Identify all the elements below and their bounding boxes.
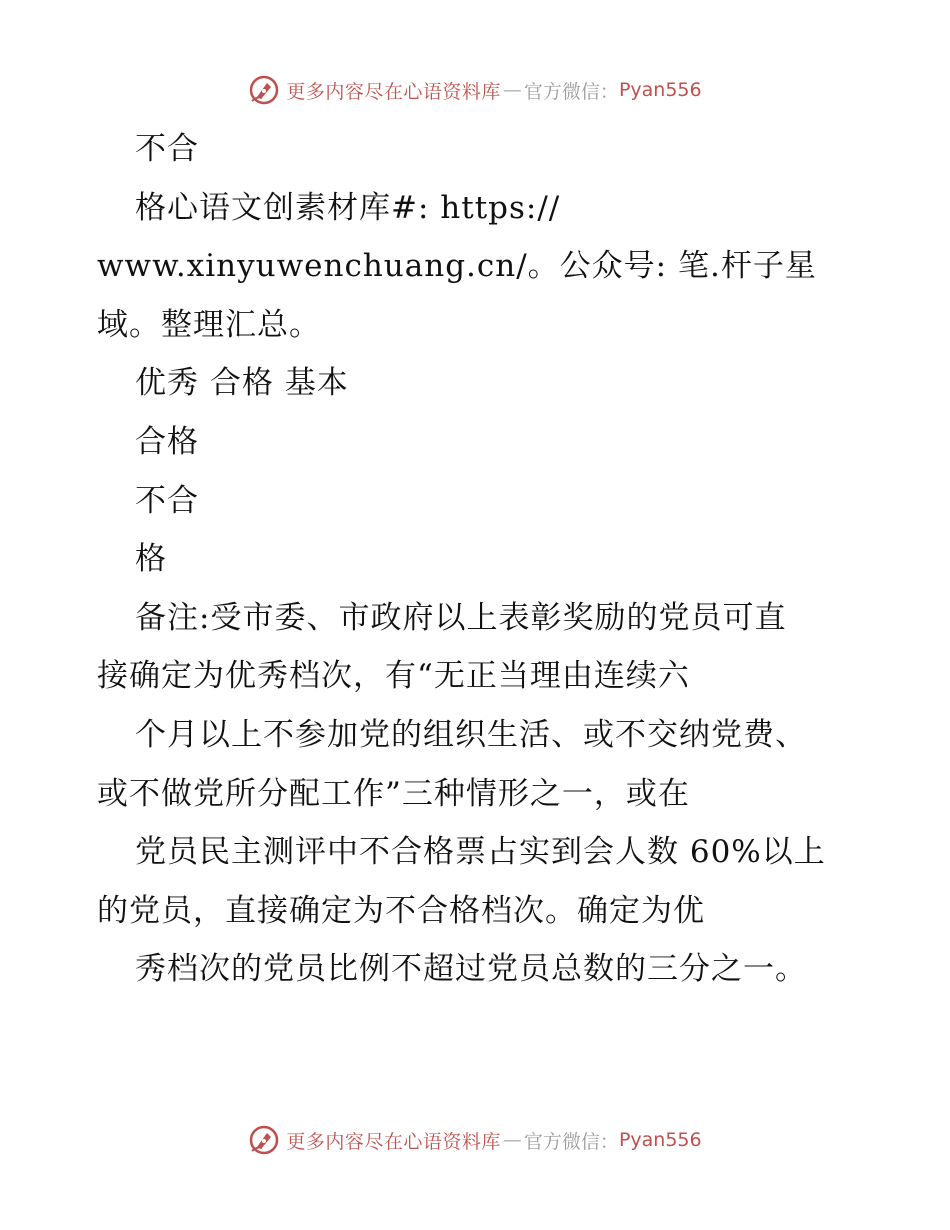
text-line: 个月以上不参加党的组织生活、或不交纳党费、	[135, 716, 807, 753]
text-line: 域。整理汇总。	[97, 306, 321, 343]
text-line: 或不做党所分配工作”三种情形之一，或在	[97, 775, 690, 812]
banner-separator: —	[502, 1129, 522, 1151]
text-line: 优秀 合格 基本	[135, 365, 349, 402]
banner-slogan: 更多内容尽在心语资料库	[286, 80, 501, 103]
text-line: 不合	[135, 482, 199, 519]
banner-wechat-id: Pyan556	[618, 79, 702, 101]
text-line: 党员民主测评中不合格票占实到会人数 60%以上	[135, 834, 826, 871]
text-line: 格心语文创素材库#: https://	[135, 189, 561, 226]
text-line: 格	[135, 541, 167, 578]
text-line: 不合	[135, 131, 199, 167]
banner-wechat-label: 官方微信：	[523, 80, 619, 103]
banner-wechat-label: 官方微信：	[523, 1130, 619, 1153]
banner-wechat-id: Pyan556	[618, 1129, 702, 1151]
text-line: www.xinyuwenchuang.cn/。公众号: 笔.杆子星	[97, 248, 817, 285]
footer-watermark-banner	[0, 1120, 950, 1160]
text-line: 秀档次的党员比例不超过党员总数的三分之一。	[135, 951, 807, 988]
pen-nib-logo-icon	[248, 74, 280, 106]
banner-slogan: 更多内容尽在心语资料库	[286, 1130, 501, 1153]
text-line: 接确定为优秀档次，有“无正当理由连续六	[97, 658, 690, 695]
text-line: 备注:受市委、市政府以上表彰奖励的党员可直	[135, 599, 787, 636]
banner-separator: —	[502, 79, 522, 101]
text-line: 合格	[135, 423, 199, 460]
text-line: 的党员，直接确定为不合格档次。确定为优	[97, 892, 705, 929]
header-watermark-banner	[0, 70, 950, 110]
pen-nib-logo-icon	[248, 1124, 280, 1156]
document-body	[97, 120, 897, 999]
